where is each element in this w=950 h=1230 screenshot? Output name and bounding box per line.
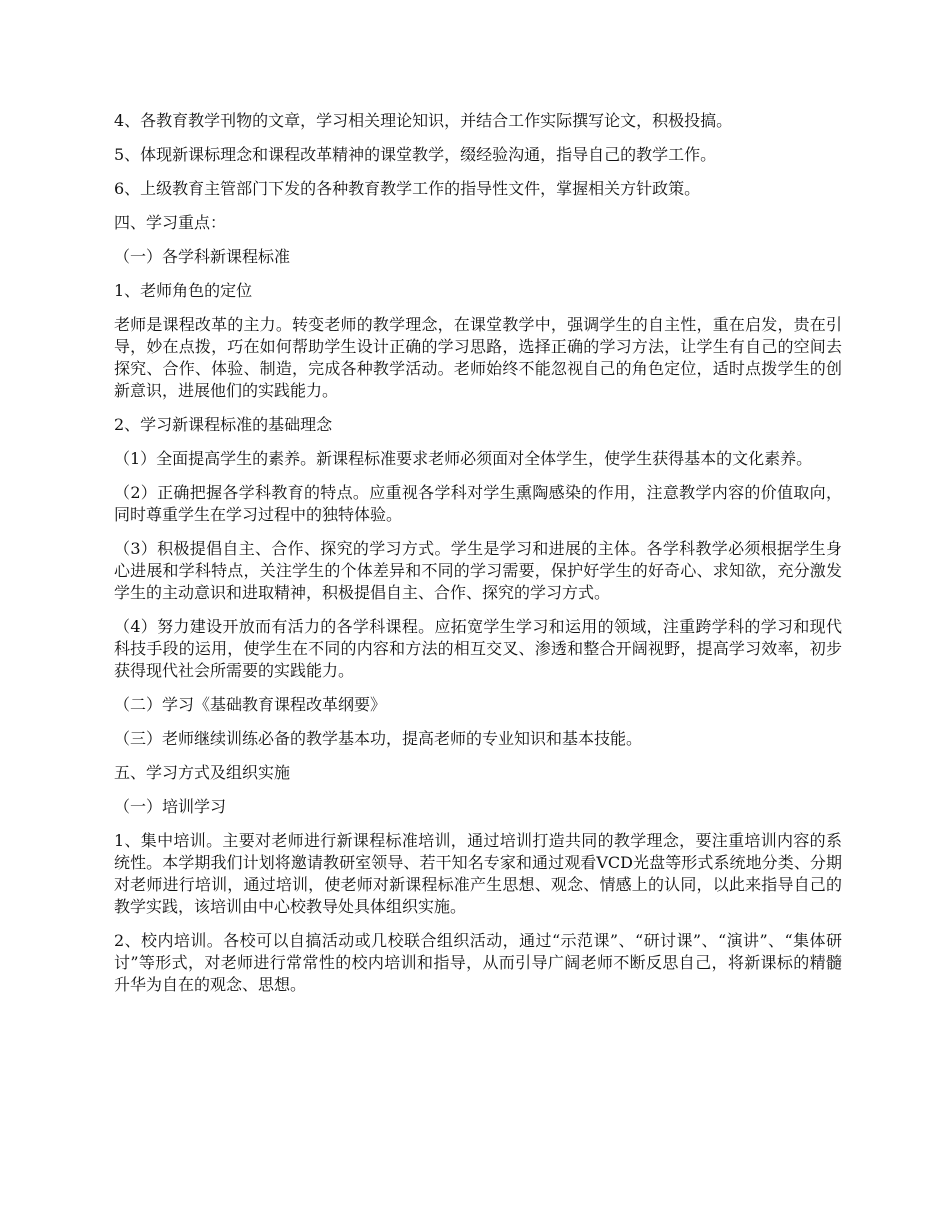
concept-paragraph-3: （3）积极提倡自主、合作、探究的学习方式。学生是学习和进展的主体。各学科教学必须根据学生身心进展和学科特点，关注学生的个体差异和不同的学习需要，保护好学生的好奇心、求知欲，充分激发学生的主动意识和进取精神，积极提倡自主、合作、探究的学习方式。 xyxy=(114,539,842,602)
concept-paragraph-4: （4）努力建设开放而有活力的各学科课程。应拓宽学生学习和运用的领域，注重跨学科的学习和现代科技手段的运用，使学生在不同的内容和方法的相互交叉、渗透和整合开阔视野，提高学习效率，初步获得现代社会所需要的实践能力。 xyxy=(114,617,842,680)
concept-paragraph-1: （1）全面提高学生的素养。新课程标准要求老师必须面对全体学生，使学生获得基本的文化素养。 xyxy=(114,449,813,468)
item-heading-basic-concepts: 2、学习新课程标准的基础理念 xyxy=(114,415,333,434)
body-paragraph-teacher-role: 老师是课程改革的主力。转变老师的教学理念，在课堂教学中，强调学生的自主性，重在启发，贵在引导，妙在点拨，巧在如何帮助学生设计正确的学习思路，选择正确的学习方法，让学生有自己的空间去探究、合作、体验、制造，完成各种教学活动。老师始终不能忽视自己的角色定位，适时点拨学生的创新意识，进展他们的实践能力。 xyxy=(114,315,842,400)
section-heading-4: 四、学习重点： xyxy=(114,213,227,232)
list-item-6: 6、上级教育主管部门下发的各种教育教学工作的指导性文件，掌握相关方针政策。 xyxy=(114,179,701,198)
section-heading-5: 五、学习方式及组织实施 xyxy=(114,763,291,782)
subsection-heading-2: （二）学习《基础教育课程改革纲要》 xyxy=(114,695,387,714)
subsection-heading-3: （三）老师继续训练必备的教学基本功，提高老师的专业知识和基本技能。 xyxy=(114,729,643,748)
list-item-5: 5、体现新课标理念和课程改革精神的课堂教学，缀经验沟通，指导自己的教学工作。 xyxy=(114,145,717,164)
subsection-heading-1: （一）各学科新课程标准 xyxy=(114,247,291,266)
document-page xyxy=(114,110,842,1008)
body-paragraph-school-training: 2、校内培训。各校可以自搞活动或几校联合组织活动，通过“示范课”、“研讨课”、“演讲”、“集体研讨”等形式，对老师进行常常性的校内培训和指导，从而引导广阔老师不断反思自己，将新课标的精髓升华为自在的观念、思想。 xyxy=(114,931,842,994)
list-item-4: 4、各教育教学刊物的文章，学习相关理论知识，并结合工作实际撰写论文，积极投搞。 xyxy=(114,111,733,130)
concept-paragraph-2: （2）正确把握各学科教育的特点。应重视各学科对学生熏陶感染的作用，注意教学内容的价值取向，同时尊重学生在学习过程中的独特体验。 xyxy=(114,483,842,524)
body-paragraph-centralized-training: 1、集中培训。主要对老师进行新课程标准培训，通过培训打造共同的教学理念，要注重培训内容的系统性。本学期我们计划将邀请教研室领导、若干知名专家和通过观看VCD光盘等形式系统地分类、分期对老师进行培训，通过培训，使老师对新课程标准产生思想、观念、情感上的认同，以此来指导自己的教学实践，该培训由中心校教导处具体组织实施。 xyxy=(114,831,842,916)
item-heading-teacher-role: 1、老师角色的定位 xyxy=(114,281,253,300)
subsection-heading-training: （一）培训学习 xyxy=(114,797,227,816)
